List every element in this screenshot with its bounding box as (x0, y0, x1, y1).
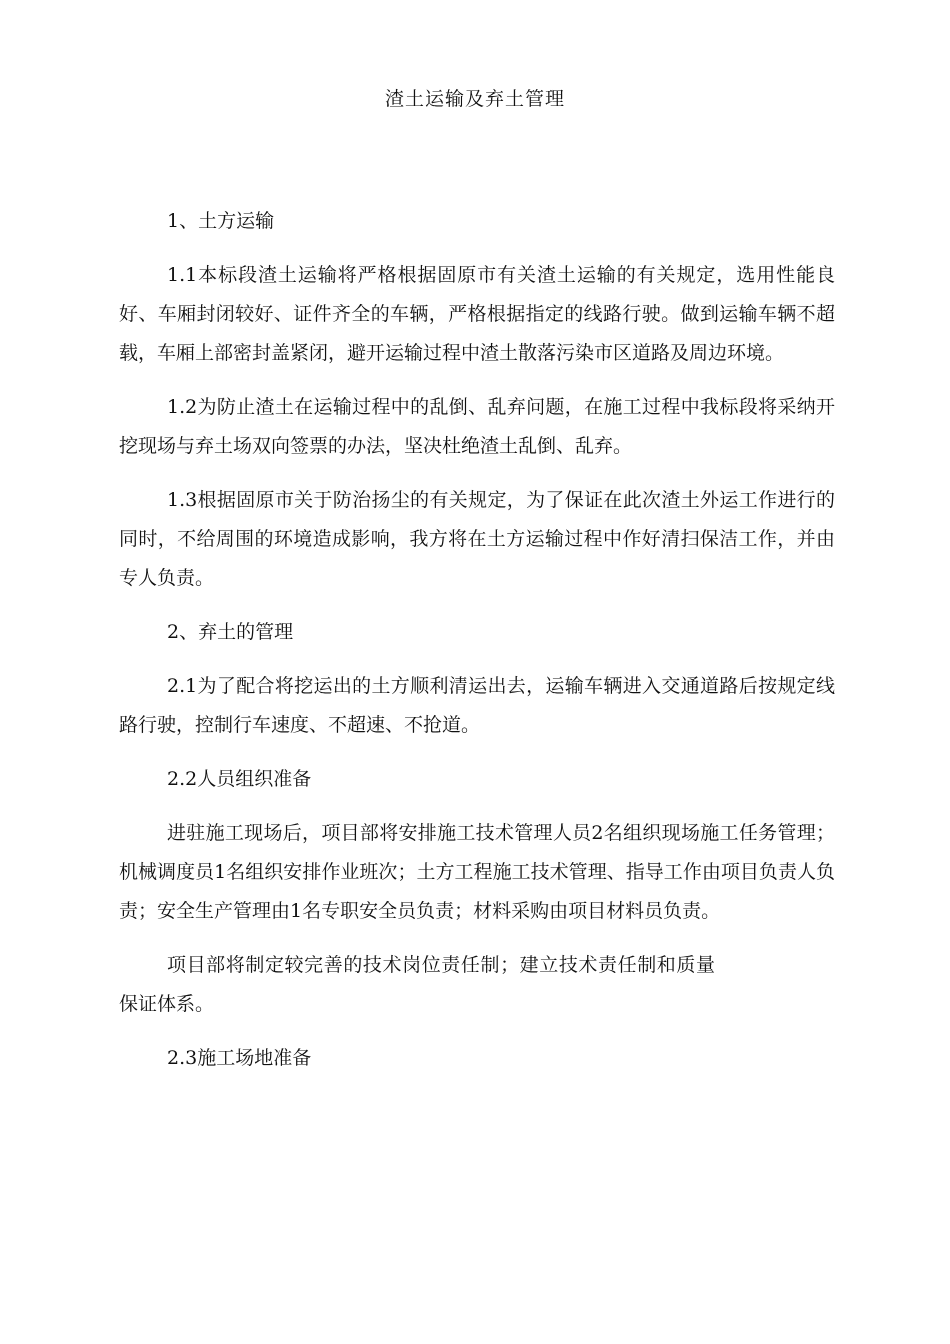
section-heading-earthwork-transport: 1、土方运输 (167, 210, 275, 232)
document-body (119, 202, 835, 1093)
paragraph-2-1: 2.1为了配合将挖运出的土方顺利清运出去，运输车辆进入交通道路后按规定线路行驶，控制行车速度、不超速、不抢道。 (119, 675, 835, 736)
paragraph-1-2: 1.2为防止渣土在运输过程中的乱倒、乱弃问题，在施工过程中我标段将采纳开挖现场与弃土场双向签票的办法，坚决杜绝渣土乱倒、乱弃。 (119, 396, 835, 457)
document-title: 渣土运输及弃土管理 (384, 88, 565, 110)
paragraph-1-3: 1.3根据固原市关于防治扬尘的有关规定，为了保证在此次渣土外运工作进行的同时，不给周围的环境造成影响，我方将在土方运输过程中作好清扫保洁工作，并由专人负责。 (119, 489, 835, 589)
section-heading-personnel-preparation: 2.2人员组织准备 (167, 768, 312, 790)
section-heading-spoil-management: 2、弃土的管理 (167, 621, 294, 643)
paragraph-personnel-arrangement: 进驻施工现场后，项目部将安排施工技术管理人员2名组织现场施工任务管理；机械调度员1名组织安排作业班次；土方工程施工技术管理、指导工作由项目负责人负责；安全生产管理由1名专职安全员负责；材料采购由项目材料员负责。 (119, 822, 835, 922)
paragraph-1-1: 1.1本标段渣土运输将严格根据固原市有关渣土运输的有关规定，选用性能良好、车厢封闭较好、证件齐全的车辆，严格根据指定的线路行驶。做到运输车辆不超载，车厢上部密封盖紧闭，避开运输过程中渣土散落污染市区道路及周边环境。 (119, 264, 835, 364)
section-heading-site-preparation: 2.3施工场地准备 (167, 1047, 312, 1069)
paragraph-responsibility-system: 项目部将制定较完善的技术岗位责任制；建立技术责任制和质量保证体系。 (119, 954, 715, 1015)
